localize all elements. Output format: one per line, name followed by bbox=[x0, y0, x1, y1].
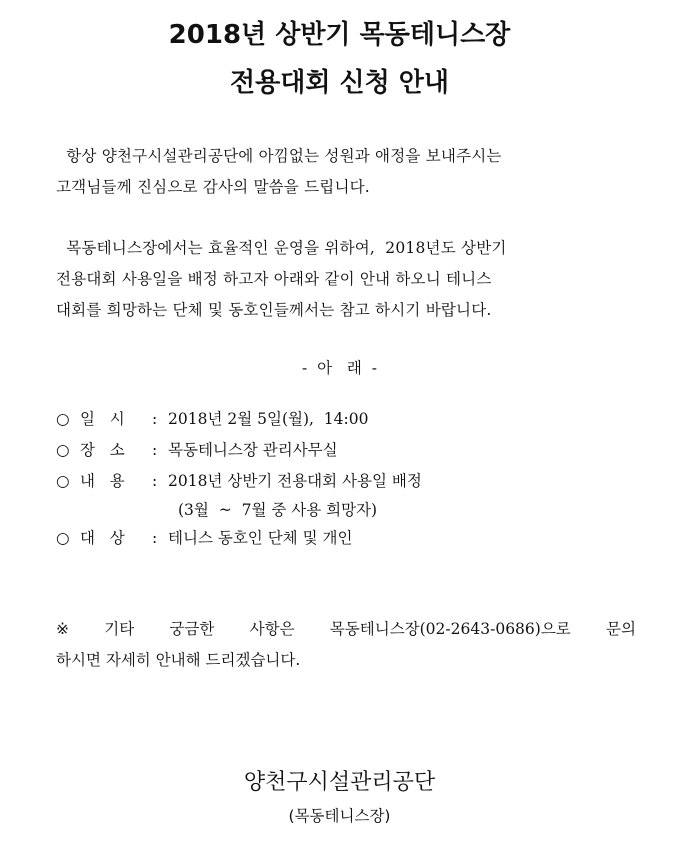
detail-value bbox=[168, 435, 338, 466]
reference-mark-icon: ※ bbox=[56, 620, 69, 638]
notice-phone: 목동테니스장(02-2643-0686)으로 bbox=[329, 620, 571, 638]
detail-label: 대 상 bbox=[80, 529, 125, 547]
detail-value-text: 목동테니스장 관리사무실 bbox=[168, 441, 338, 459]
detail-row-date bbox=[56, 404, 656, 435]
detail-row-content bbox=[56, 466, 656, 523]
detail-label: 일 시 bbox=[80, 410, 125, 428]
notice-word: 궁금한 bbox=[169, 620, 215, 638]
bullet-circle-icon: ○ bbox=[56, 441, 70, 459]
inquiry-notice bbox=[56, 614, 636, 676]
intro-line-1: 항상 양천구시설관리공단에 아낌없는 성원과 애정을 보내주시는 bbox=[56, 147, 502, 165]
notice-line-2: 하시면 자세히 안내해 드리겠습니다. bbox=[56, 651, 301, 669]
body-paragraph bbox=[56, 233, 646, 326]
bullet-circle-icon: ○ bbox=[56, 410, 70, 428]
notice-word: 기타 bbox=[104, 620, 135, 638]
detail-colon: : bbox=[152, 410, 158, 428]
detail-value-text: 테니스 동호인 단체 및 개인 bbox=[168, 529, 353, 547]
section-marker: - 아 래 - bbox=[302, 359, 377, 377]
notice-word: 문의 bbox=[606, 620, 636, 638]
detail-row-place bbox=[56, 435, 656, 466]
page-title-line-1: 2018년 상반기 목동테니스장 bbox=[168, 20, 511, 50]
organization-name: 양천구시설관리공단 bbox=[243, 770, 436, 795]
detail-row-target bbox=[56, 523, 656, 554]
intro-paragraph bbox=[56, 141, 646, 203]
body-line-1: 목동테니스장에서는 효율적인 운영을 위하여, 2018년도 상반기 bbox=[56, 239, 507, 257]
details-list bbox=[56, 404, 656, 554]
detail-value bbox=[168, 404, 368, 435]
detail-label: 내 용 bbox=[80, 472, 125, 490]
detail-colon: : bbox=[152, 529, 158, 547]
notice-line-1 bbox=[56, 614, 636, 645]
detail-value-text: 2018년 상반기 전용대회 사용일 배정 bbox=[168, 472, 422, 490]
detail-value-subtext: (3월 ~ 7월 중 사용 희망자) bbox=[178, 501, 378, 519]
detail-label: 장 소 bbox=[80, 441, 125, 459]
detail-colon: : bbox=[152, 472, 158, 490]
bullet-circle-icon: ○ bbox=[56, 472, 70, 490]
detail-colon: : bbox=[152, 441, 158, 459]
organization-subname: (목동테니스장) bbox=[288, 807, 391, 825]
intro-line-2: 고객님들께 진심으로 감사의 말씀을 드립니다. bbox=[56, 178, 370, 196]
page-title-line-2: 전용대회 신청 안내 bbox=[229, 68, 450, 98]
detail-value bbox=[168, 523, 352, 554]
detail-value bbox=[168, 466, 422, 523]
body-line-3: 대회를 희망하는 단체 및 동호인들께서는 참고 하시기 바랍니다. bbox=[56, 301, 492, 319]
detail-value-text: 2018년 2월 5일(월), 14:00 bbox=[168, 410, 369, 428]
body-line-2: 전용대회 사용일을 배정 하고자 아래와 같이 안내 하오니 테니스 bbox=[56, 270, 492, 288]
notice-word: 사항은 bbox=[249, 620, 295, 638]
bullet-circle-icon: ○ bbox=[56, 529, 70, 547]
